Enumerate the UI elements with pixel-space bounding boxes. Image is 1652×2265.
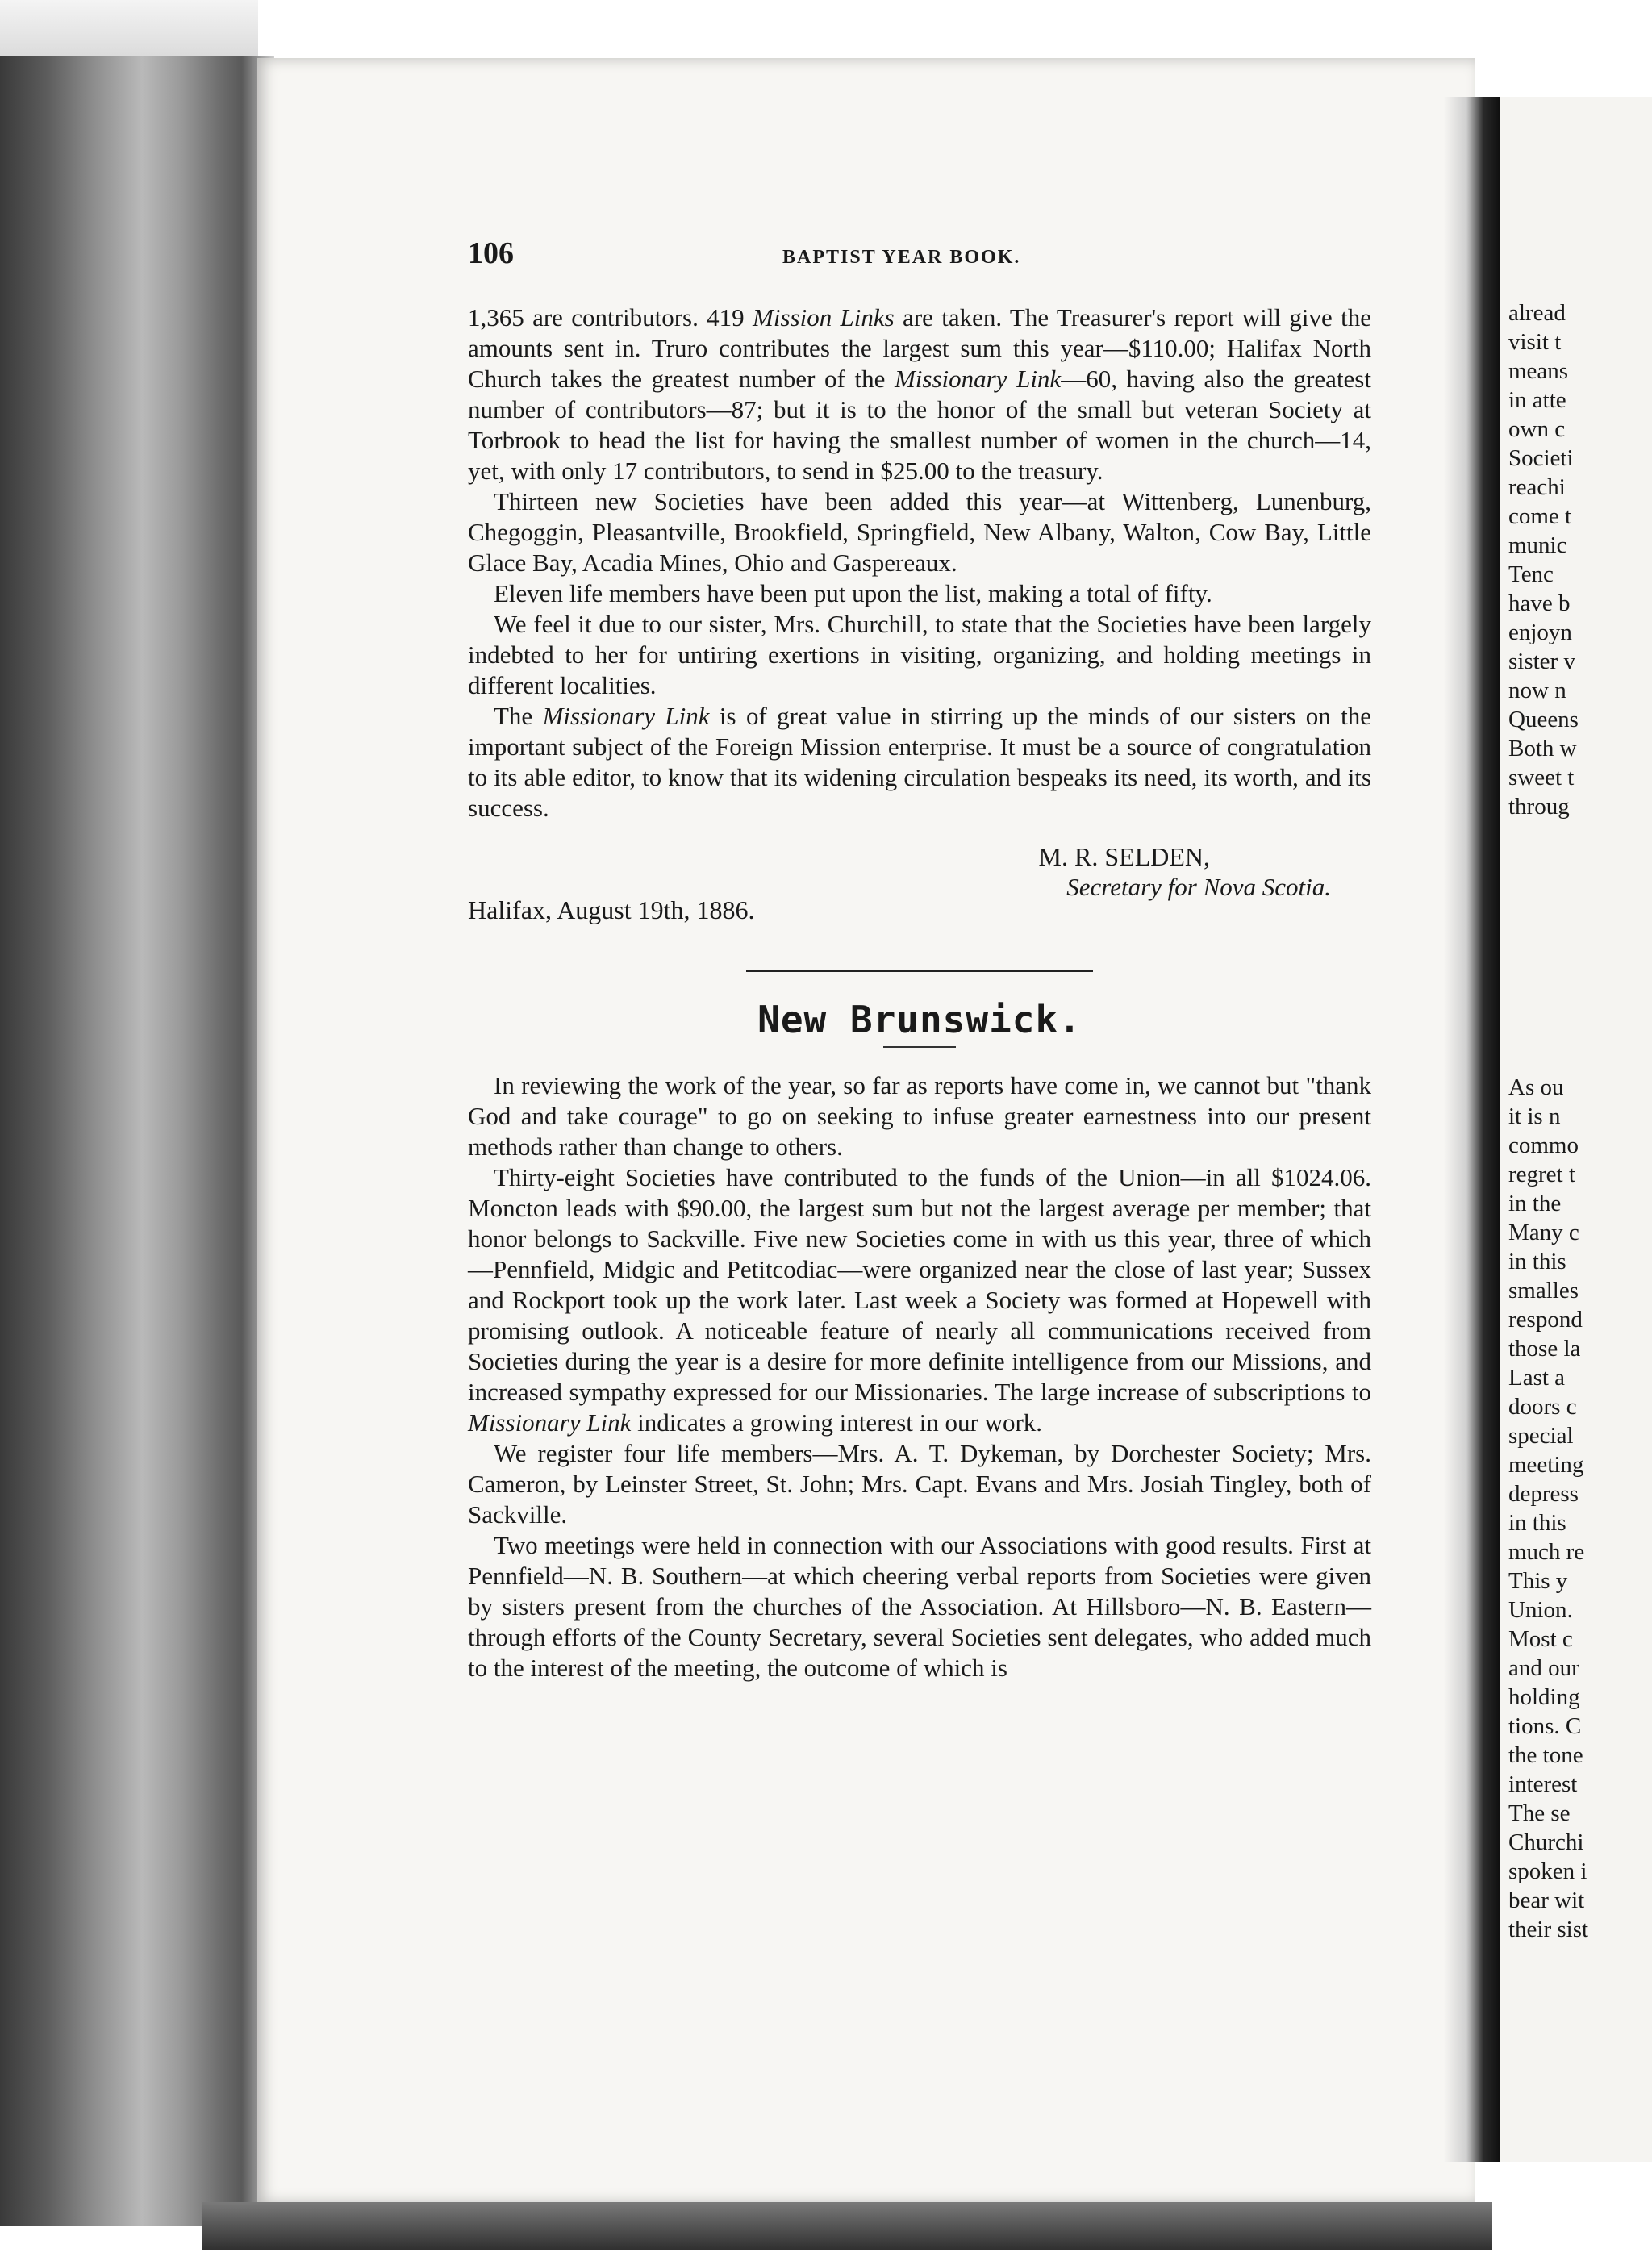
right-page-line: means <box>1508 358 1569 384</box>
nova-scotia-paragraph: We feel it due to our sister, Mrs. Churchill, to state that the Societies have been largely indebted to her for untiring exertions in visiting, organizing, and holding meetings in different localities. <box>468 610 1371 699</box>
right-page-block-b <box>1500 1073 1588 1944</box>
right-page-line: This y <box>1508 1568 1568 1594</box>
right-page-line: sweet t <box>1508 765 1575 790</box>
right-page-line: commo <box>1508 1132 1579 1158</box>
right-page-line: in atte <box>1508 387 1566 413</box>
right-page-line: As ou <box>1508 1074 1564 1100</box>
page-header <box>468 236 1371 276</box>
right-page-line: tions. C <box>1508 1713 1582 1739</box>
right-page-line: Both w <box>1508 736 1577 761</box>
right-page-line: Queens <box>1508 707 1579 732</box>
nova-scotia-paragraph: Thirteen new Societies have been added this year—at Wittenberg, Lunenburg, Chegoggin, Pleasantville, Brookfield, Springfield, New Albany, Walton, Cow Bay, Little Glace Bay, Acadia Mines, Ohio and Gaspereaux. <box>468 487 1371 577</box>
new-brunswick-paragraph: In reviewing the work of the year, so far as reports have come in, we cannot but "thank God and take courage" to go on seeking to infuse greater earnestness into our present methods rather than change to others. <box>468 1071 1371 1161</box>
right-page-line: enjoyn <box>1508 619 1572 645</box>
right-page-line: have b <box>1508 590 1571 616</box>
right-page-line: smalles <box>1508 1278 1579 1304</box>
new-brunswick-paragraph: Two meetings were held in connection with our Associations with good results. First at Pennfield—N. B. Southern—at which cheering verbal reports from Societies were given by sisters present from the churches of the Association. At Hillsboro—N. B. Eastern—through efforts of the County Secretary, several Societies sent delegates, who added much to the interest of the meeting, the outcome of which is <box>468 1531 1371 1682</box>
right-page-line: Last a <box>1508 1365 1566 1391</box>
right-page-line: Societi <box>1508 445 1574 471</box>
nova-scotia-paragraph: The Missionary Link is of great value in stirring up the minds of our sisters on the important subject of the Foreign Mission enterprise. It must be a source of congratulation to its able editor, to know that its widening circulation bespeaks its need, its worth, and its success. <box>468 702 1371 822</box>
right-page-line: Union. <box>1508 1597 1573 1623</box>
right-page-line: reachi <box>1508 474 1566 500</box>
right-page-line: now n <box>1508 678 1566 703</box>
right-page-line: Churchi <box>1508 1829 1584 1855</box>
right-page-line: regret t <box>1508 1162 1575 1187</box>
right-page-line: bear wit <box>1508 1888 1585 1913</box>
book-bottom-edge <box>202 2202 1492 2250</box>
right-page-line: those la <box>1508 1336 1581 1362</box>
place-date: Halifax, August 19th, 1886. <box>468 895 755 924</box>
right-page-line: doors c <box>1508 1394 1577 1420</box>
right-page-line: respond <box>1508 1307 1583 1333</box>
right-page-line: spoken i <box>1508 1858 1587 1884</box>
right-page-line: come t <box>1508 503 1572 529</box>
section-heading: New Brunswick. <box>757 998 1082 1041</box>
right-page-line: Most c <box>1508 1626 1573 1652</box>
right-page-line: in this <box>1508 1510 1566 1536</box>
new-brunswick-paragraph: We register four life members—Mrs. A. T. Dykeman, by Dorchester Society; Mrs. Cameron, by Leinster Street, St. John; Mrs. Capt. Evans and Mrs. Josiah Tingley, both of Sackville. <box>468 1439 1371 1529</box>
right-page-line: it is n <box>1508 1103 1561 1129</box>
right-page-line: Tenc <box>1508 561 1554 587</box>
signature-name: M. R. SELDEN, <box>1038 842 1210 871</box>
book-gutter <box>1444 97 1500 2162</box>
page-number: 106 <box>468 236 514 270</box>
new-brunswick-report <box>468 1070 1371 1683</box>
heading-underline <box>883 1046 956 1048</box>
right-page-line: in this <box>1508 1249 1566 1274</box>
right-page-line: holding <box>1508 1684 1580 1710</box>
right-page-line: their sist <box>1508 1917 1589 1942</box>
right-page-line: The se <box>1508 1800 1571 1826</box>
page-body <box>468 302 1371 1683</box>
right-page-line: in the <box>1508 1191 1562 1216</box>
nova-scotia-report <box>468 302 1371 824</box>
right-page-line: special <box>1508 1423 1574 1449</box>
right-page-line: depress <box>1508 1481 1579 1507</box>
right-page-line: munic <box>1508 532 1567 558</box>
right-page <box>1500 97 1652 2162</box>
running-head: BAPTIST YEAR BOOK. <box>782 247 1021 268</box>
right-page-line: alread <box>1508 300 1566 326</box>
right-page-line: throug <box>1508 794 1570 820</box>
right-page-line: own c <box>1508 416 1566 442</box>
nova-scotia-paragraph: 1,365 are contributors. 419 Mission Links are taken. The Treasurer's report will give the amounts sent in. Truro contributes the largest sum this year—$110.00; Halifax North Church takes the greatest number of the Missionary Link—60, having also the greatest number of contributors—87; but it is to the honor of the small but veteran Society at Torbrook to head the list for having the smallest number of women in the church—14, yet, with only 17 contributors, to send in $25.00 to the treasury. <box>468 303 1372 485</box>
right-page-line: sister v <box>1508 649 1575 674</box>
right-page-line: interest <box>1508 1771 1578 1797</box>
right-page-line: meeting <box>1508 1452 1584 1478</box>
right-page-line: visit t <box>1508 329 1562 355</box>
right-page-line: much re <box>1508 1539 1585 1565</box>
new-brunswick-paragraph: Thirty-eight Societies have contributed to the funds of the Union—in all $1024.06. Moncton leads with $90.00, the largest sum but not the largest average per member; that honor belongs to Sackville. Five new Societies come in with us this year, three of which—Pennfield, Midgic and Petitcodiac—were organized near the close of last year; Sussex and Rockport took up the work later. Last week a Society was formed at Hopewell with promising outlook. A noticeable feature of nearly all communications received from Societies during the year is a desire for more definite intelligence from our Missions, and increased sympathy expressed for our Missionaries. The large increase of subscriptions to Missionary Link indicates a growing interest in our work. <box>468 1163 1371 1437</box>
right-page-line: and our <box>1508 1655 1579 1681</box>
right-page-line: the tone <box>1508 1742 1583 1768</box>
right-page-line: Many c <box>1508 1220 1579 1245</box>
section-divider <box>746 970 1093 972</box>
signature-title: Secretary for Nova Scotia. <box>1066 873 1331 901</box>
page-top-background <box>0 0 258 65</box>
book-spine <box>0 56 258 2226</box>
right-page-block-a <box>1500 298 1579 821</box>
nova-scotia-paragraph: Eleven life members have been put upon the list, making a total of fifty. <box>494 579 1212 607</box>
